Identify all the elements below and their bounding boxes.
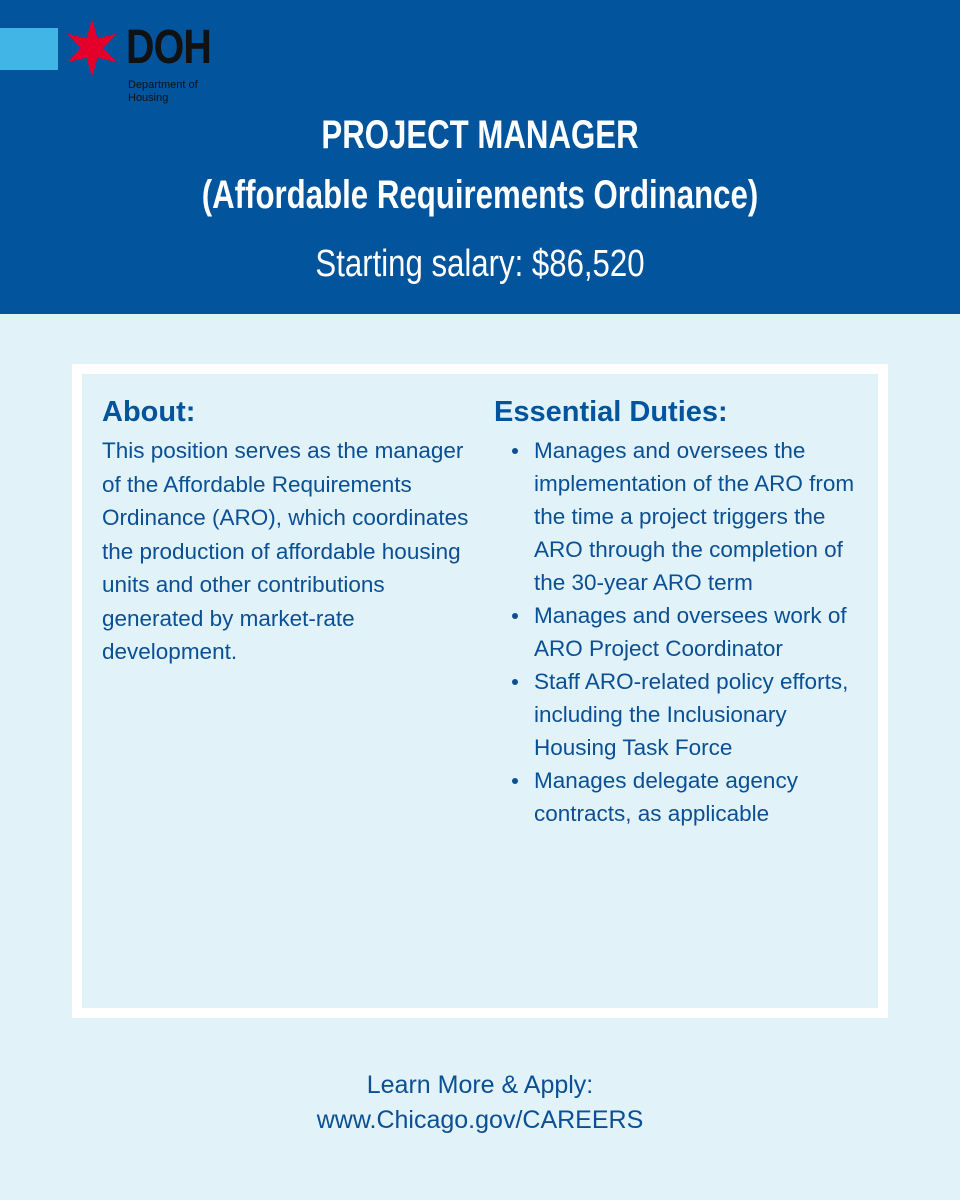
star-icon (62, 16, 122, 80)
duties-section (494, 390, 866, 830)
duties-heading: Essential Duties: (494, 396, 728, 428)
duty-text: Manages and oversees the implementation of the ARO from the time a project triggers the ARO through the completion of the 30-year ARO term (534, 438, 855, 595)
header-banner (0, 0, 960, 314)
logo-abbr: DOH (126, 21, 212, 74)
duty-item (494, 599, 866, 665)
apply-label: Learn More & Apply: (366, 1071, 594, 1099)
details-card (72, 364, 888, 1018)
about-text: This position serves as the manager of the Affordable Requirements Ordinance (ARO), which coordinates the production of affordable housing units and other contributions generated by market-rate development. (102, 438, 469, 664)
bullet-icon (512, 448, 518, 454)
job-title: PROJECT MANAGER (321, 113, 639, 157)
logo-stripe (0, 28, 58, 70)
duty-item (494, 665, 866, 764)
starting-salary: Starting salary: $86,520 (315, 243, 645, 285)
duties-list (494, 434, 866, 830)
about-heading: About: (102, 396, 196, 428)
logo-subtitle: Department of Housing (128, 79, 198, 104)
duty-text: Manages and oversees work of ARO Project Coordinator (534, 603, 847, 661)
bullet-icon (512, 778, 518, 784)
duty-item (494, 764, 866, 830)
duty-text: Staff ARO-related policy efforts, including the Inclusionary Housing Task Force (534, 669, 849, 760)
bullet-icon (512, 613, 518, 619)
duty-text: Manages delegate agency contracts, as applicable (534, 768, 798, 826)
job-title-subline: (Affordable Requirements Ordinance) (201, 173, 759, 217)
duty-item (494, 434, 866, 599)
footer (0, 1068, 960, 1138)
bullet-icon (512, 679, 518, 685)
about-section (102, 390, 482, 669)
careers-link[interactable]: www.Chicago.gov/CAREERS (316, 1106, 644, 1134)
